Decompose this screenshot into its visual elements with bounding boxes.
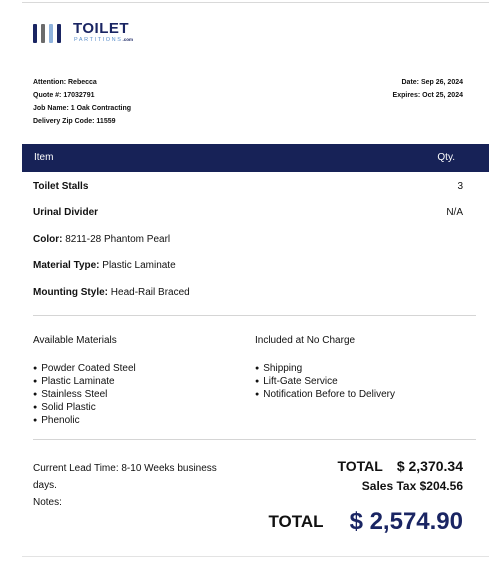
- section-divider: [33, 315, 476, 316]
- subtotal-value: $ 2,370.34: [396, 458, 463, 474]
- item-name: Toilet Stalls: [33, 181, 89, 192]
- brand-subtitle: PARTITIONS.com: [74, 37, 134, 43]
- notes-label: Notes:: [33, 497, 62, 508]
- materials-list: [33, 363, 136, 428]
- list-item: ● Powder Coated Steel: [33, 363, 136, 376]
- expires-line: Expires: Oct 25, 2024: [392, 92, 463, 99]
- included-list: [255, 363, 395, 402]
- logo-bar-icon: [41, 24, 45, 43]
- subtotal-label: TOTAL: [337, 458, 383, 474]
- brand-name: TOILET: [73, 20, 130, 37]
- list-item: ● Phenolic: [33, 415, 136, 428]
- included-title: Included at No Charge: [255, 335, 356, 346]
- item-qty: 3: [457, 181, 463, 192]
- spec-material-type: Material Type: Plastic Laminate: [33, 260, 176, 271]
- subtotal: [337, 458, 463, 474]
- quote-number-line: Quote #: 17032791: [33, 92, 95, 99]
- quote-dates: [393, 76, 463, 102]
- grand-total: [268, 508, 463, 536]
- logo-bar-icon: [57, 24, 61, 43]
- top-divider: [22, 2, 489, 3]
- list-item: ● Solid Plastic: [33, 402, 136, 415]
- materials-title: Available Materials: [33, 335, 117, 346]
- logo-bar-icon: [49, 24, 53, 43]
- list-item: ● Shipping: [255, 363, 395, 376]
- attention-line: Attention: Rebecca: [33, 79, 97, 86]
- section-divider: [33, 439, 476, 440]
- item-name: Urinal Divider: [33, 207, 99, 218]
- item-qty: N/A: [446, 207, 463, 218]
- list-item: ● Plastic Laminate: [33, 376, 136, 389]
- grand-total-label: TOTAL: [268, 512, 324, 531]
- table-row: [33, 181, 463, 192]
- sales-tax-value: $204.56: [419, 479, 463, 493]
- table-row: [33, 207, 463, 218]
- available-materials: [33, 335, 136, 428]
- spec-mounting-style: Mounting Style: Head-Rail Braced: [33, 287, 190, 298]
- item-column-header: Item: [34, 152, 54, 163]
- items-table-header: [22, 144, 489, 172]
- bottom-divider: [22, 556, 489, 557]
- logo-bar-icon: [33, 24, 37, 43]
- quote-details: [33, 76, 131, 128]
- sales-tax-label: Sales Tax: [361, 479, 417, 493]
- lead-time: Current Lead Time: 8-10 Weeks business days.: [33, 463, 217, 491]
- date-line: Date: Sep 26, 2024: [401, 79, 463, 86]
- list-item: ● Stainless Steel: [33, 389, 136, 402]
- spec-color: Color: 8211-28 Phantom Pearl: [33, 234, 171, 245]
- list-item: ● Notification Before to Delivery: [255, 389, 395, 402]
- list-item: ● Lift-Gate Service: [255, 376, 395, 389]
- qty-column-header: Qty.: [437, 152, 455, 163]
- sales-tax: [362, 479, 463, 493]
- job-name-line: Job Name: 1 Oak Contracting: [33, 105, 132, 112]
- included-at-no-charge: [255, 335, 395, 402]
- grand-total-value: $ 2,574.90: [349, 508, 463, 535]
- zip-code-line: Delivery Zip Code: 11559: [33, 118, 116, 125]
